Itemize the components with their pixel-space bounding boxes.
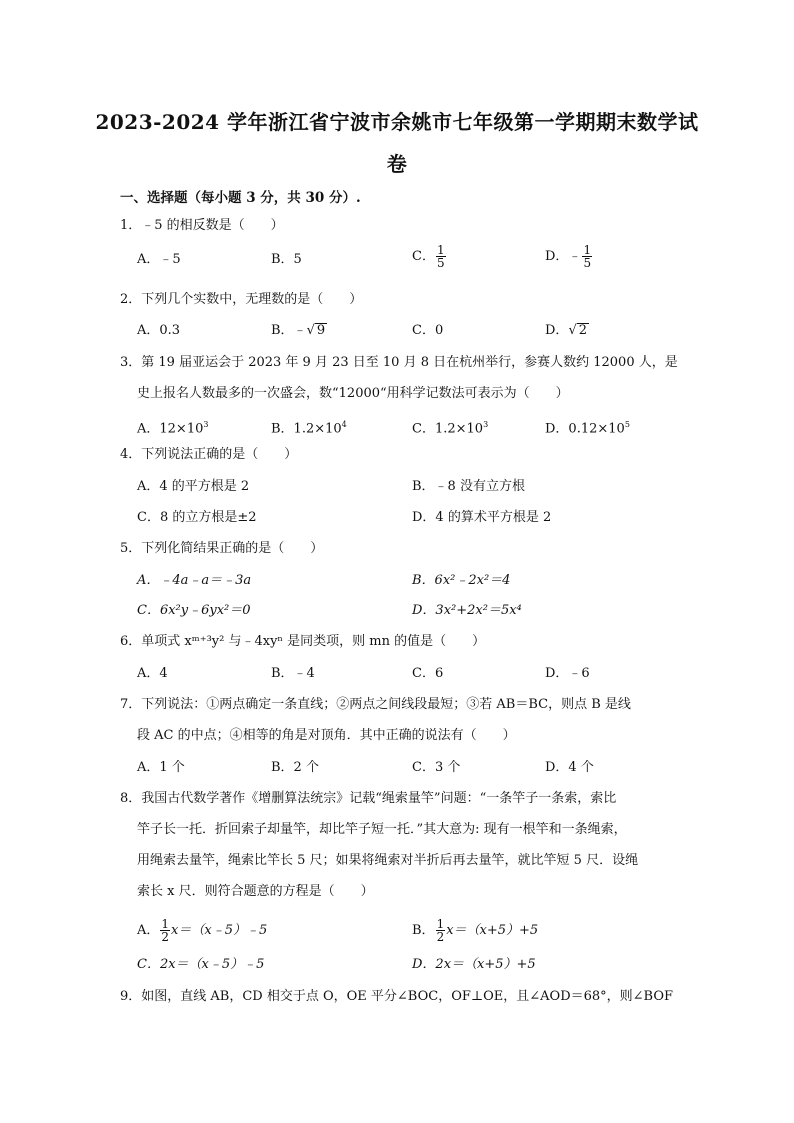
fraction: $\frac{1}{2}$ [161, 917, 170, 944]
fraction: $\frac{1}{5}$ [436, 243, 445, 270]
option-b: B．﹣8 没有立方根 [412, 479, 525, 494]
option-c: C．3 个 [412, 760, 461, 775]
option-a: A．﹣5 [137, 252, 181, 267]
option-a: A．1 个 [137, 760, 185, 775]
question-5-stem: 5．下列化简结果正确的是（ ） [120, 541, 324, 556]
option-c: C．$1.2\times 10^3$ [412, 420, 489, 437]
question-3-stem-line1: 3．第 19 届亚运会于 2023 年 9 月 23 日至 10 月 8 日在杭州举行，参赛人数约 12000 人，是 [120, 355, 678, 370]
question-8-stem-line4: 索长 x 尺．则符合题意的方程是（ ） [137, 884, 374, 899]
option-b: B．$1.2\times 10^4$ [271, 420, 347, 437]
question-6-stem: 6．单项式 xᵐ⁺³y² 与﹣4xyⁿ 是同类项，则 mn 的值是（ ） [120, 634, 486, 649]
question-7-stem-line2: 段 AC 的中点；④相等的角是对顶角．其中正确的说法有（ ） [137, 728, 516, 743]
question-8-stem-line3: 用绳索去量竿，绳索比竿长 5 尺；如果将绳索对半折后再去量竿，就比竿短 5 尺．设绳 [137, 853, 639, 868]
question-8-stem-line1: 8．我国古代数学著作《增删算法统宗》记载“绳索量竿”问题：“一条竿子一条索，索比 [120, 791, 617, 806]
option-a: A．4 的平方根是 2 [137, 479, 250, 494]
question-3-options [137, 415, 697, 437]
question-2-stem: 2．下列几个实数中，无理数的是（ ） [120, 292, 363, 307]
question-8-options-row1 [137, 917, 697, 944]
option-b: B．﹣4 [271, 666, 315, 681]
option-d: D．﹣ $\frac{1}{5}$ [545, 243, 592, 270]
fraction: $\frac{1}{2}$ [436, 917, 445, 944]
option-b: B．5 [271, 252, 302, 267]
option-d: D．3x²+2x²＝5x⁴ [412, 603, 522, 618]
question-7-stem-line1: 7．下列说法：①两点确定一条直线；②两点之间线段最短；③若 AB＝BC，则点 B 是线 [120, 697, 631, 712]
option-a: A．﹣4a﹣a＝﹣3a [137, 573, 252, 588]
option-c: C．2x＝（x﹣5）﹣5 [137, 957, 265, 972]
page-title-line1: 2023-2024 学年浙江省宁波市余姚市七年级第一学期期末数学试 [95, 110, 699, 134]
question-1-stem: 1．﹣5 的相反数是（ ） [120, 218, 284, 233]
question-2-options [137, 321, 697, 343]
option-d: D．√ 2 [545, 323, 588, 338]
option-a: A．4 [137, 666, 168, 681]
radical: 9 [316, 323, 326, 338]
question-4-stem: 4．下列说法正确的是（ ） [120, 447, 298, 462]
question-4-options-row1 [137, 477, 697, 499]
option-d: D．4 的算术平方根是 2 [412, 510, 552, 525]
radical: 2 [578, 323, 588, 338]
option-d: D．4 个 [545, 760, 594, 775]
option-a: A． $\frac{1}{2}$ x＝（x﹣5）﹣5 [137, 917, 268, 944]
fraction: $\frac{1}{5}$ [583, 243, 592, 270]
page-title-line2: 卷 [386, 152, 408, 176]
option-b: B．6x²﹣2x²＝4 [412, 573, 511, 588]
option-d: D．﹣6 [545, 666, 590, 681]
question-1-options [137, 243, 697, 272]
option-b: B． $\frac{1}{2}$ x＝（x+5）+5 [412, 917, 539, 944]
question-8-options-row2 [137, 955, 697, 977]
question-4-options-row2 [137, 508, 697, 530]
question-5-options-row1 [137, 571, 697, 593]
option-c: C． $\frac{1}{5}$ [412, 243, 445, 270]
option-c: C．0 [412, 323, 444, 338]
option-d: D．2x＝（x+5）+5 [412, 957, 536, 972]
option-a: A．$12\times 10^3$ [137, 420, 209, 437]
question-7-options [137, 758, 697, 780]
question-6-options [137, 664, 697, 686]
option-b: B．﹣√ 9 [271, 323, 326, 338]
question-3-stem-line2: 史上报名人数最多的一次盛会，数“12000“用科学记数法可表示为（ ） [137, 386, 569, 401]
option-c: C．6 [412, 666, 444, 681]
section-heading: 一、选择题（每小题 3 分，共 30 分）. [120, 190, 361, 206]
option-c: C．6x²y﹣6yx²＝0 [137, 603, 251, 618]
question-9-stem: 9．如图，直线 AB，CD 相交于点 O，OE 平分∠BOC，OF⊥OE，且∠AOD＝68°，则∠BOF [120, 989, 674, 1004]
option-b: B．2 个 [271, 760, 319, 775]
option-d: D．$0.12\times 10^5$ [545, 420, 630, 437]
option-c: C．8 的立方根是±2 [137, 510, 257, 525]
question-5-options-row2 [137, 601, 697, 623]
option-a: A．0.3 [137, 323, 181, 338]
question-8-stem-line2: 竿子长一托．折回索子却量竿，却比竿子短一托．”其大意为: 现有一根竿和一条绳索， [137, 822, 627, 837]
